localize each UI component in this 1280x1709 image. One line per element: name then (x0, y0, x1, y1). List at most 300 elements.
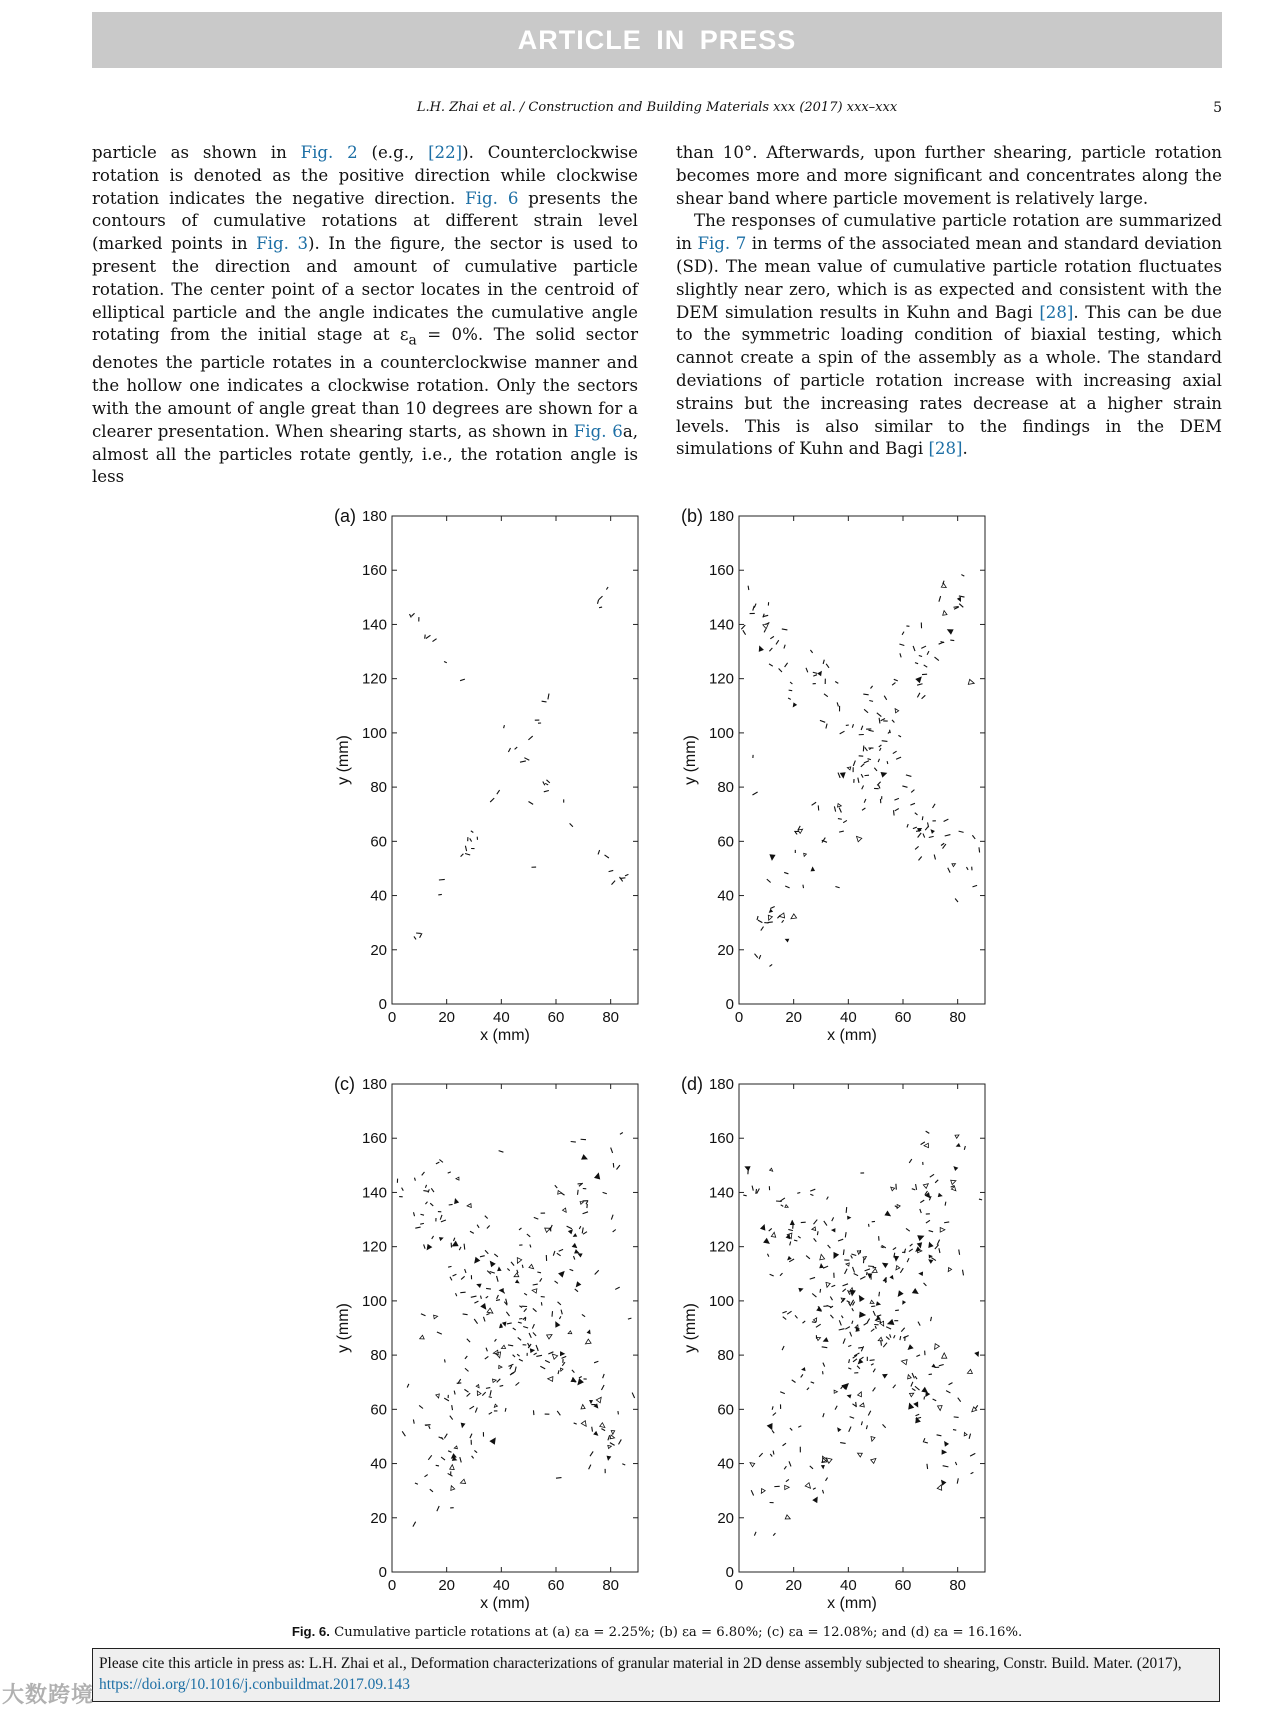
rotation-sector (578, 1190, 579, 1195)
rotation-sector (450, 1277, 452, 1281)
rotation-sector (589, 1465, 591, 1470)
rotation-sector (898, 1291, 903, 1296)
rotation-sector (579, 1377, 582, 1379)
y-tick-label: 80 (717, 779, 734, 796)
rotation-sector (783, 1443, 786, 1446)
rotation-sector (832, 1229, 835, 1232)
rotation-sector (770, 964, 773, 966)
rotation-sector (922, 816, 923, 820)
rotation-sector (562, 1356, 567, 1358)
rotation-sector (556, 1478, 561, 1479)
rotation-sector (843, 1338, 845, 1343)
y-tick-label: 140 (709, 616, 734, 633)
rotation-sector (924, 1283, 927, 1286)
rotation-sector (481, 1296, 482, 1299)
rotation-sector (884, 696, 886, 700)
figure-panel-a (330, 500, 650, 1060)
rotation-sector (420, 1335, 425, 1339)
panel-d-chart (677, 1068, 997, 1628)
rotation-sector (966, 867, 968, 870)
rotation-sector (579, 1226, 580, 1229)
y-tick-label: 140 (709, 1184, 734, 1201)
rotation-sector (979, 847, 980, 852)
rotation-sector (934, 855, 935, 860)
rotation-sector (924, 1397, 925, 1400)
rotation-sector (912, 1388, 915, 1390)
rotation-sector (795, 832, 797, 834)
x-tick-label: 0 (388, 1577, 396, 1594)
rotation-sector (901, 1360, 907, 1365)
rotation-sector (924, 1442, 928, 1443)
rotation-sector (553, 1251, 555, 1256)
rotation-sector (846, 1207, 847, 1213)
caption-text: Cumulative particle rotations at (a) εa = 2.25%; (b) εa = 6.80%; (c) εa = 12.08%; and (d) εa = 16.16%. (334, 1625, 1022, 1640)
rotation-sector (540, 1366, 545, 1369)
rotation-sector (555, 1185, 557, 1188)
rotation-sector (877, 713, 882, 717)
rotation-sector (908, 1345, 913, 1349)
rotation-sector (926, 1220, 930, 1223)
rotation-sector (879, 718, 880, 724)
rotation-sector (952, 864, 956, 867)
rotation-sector (847, 767, 851, 770)
rotation-sector (834, 1390, 837, 1393)
ref28-link[interactable]: [28] (1039, 303, 1073, 322)
rotation-sector (497, 1295, 499, 1299)
rotation-sector (561, 1368, 564, 1371)
rotation-sector (853, 1359, 857, 1362)
rotation-sector (448, 1473, 453, 1476)
rotation-sector (575, 1250, 579, 1253)
rotation-sector (868, 759, 871, 760)
rotation-sector (440, 1238, 443, 1241)
rotation-sector (838, 773, 840, 778)
right-paragraph-1: than 10°. Afterwards, upon further shearing, particle rotation becomes more and more significant and concentrates along the shear band where particle movement is relatively large. (676, 142, 1222, 210)
rotation-sector (875, 1326, 876, 1329)
rotation-sector (881, 1340, 882, 1345)
rotation-sector (441, 1220, 446, 1222)
rotation-sector (493, 1379, 497, 1382)
citation-box (92, 1648, 1220, 1702)
rotation-sector (854, 1274, 858, 1276)
rotation-sector (896, 1266, 900, 1270)
rotation-sector (848, 1395, 851, 1398)
rotation-sector (920, 1200, 924, 1202)
rotation-sector (499, 1365, 502, 1368)
rotation-sector (595, 1270, 599, 1274)
doi-link[interactable]: https://doi.org/10.1016/j.conbuildmat.2017.09.143 (99, 1676, 410, 1693)
rotation-sector (559, 1316, 560, 1319)
rotation-sector (755, 954, 758, 958)
rotation-sector (471, 831, 473, 833)
rotation-sector (490, 798, 494, 802)
rotation-sector (610, 1435, 615, 1439)
rotation-sector (437, 1332, 442, 1334)
rotation-sector (886, 1327, 891, 1329)
rotation-sector (590, 1400, 593, 1403)
rotation-sector (617, 1165, 620, 1169)
rotation-sector (804, 853, 807, 856)
rotation-sector (871, 1459, 876, 1464)
rotation-sector (454, 1391, 455, 1395)
x-tick-label: 40 (840, 1577, 857, 1594)
y-tick-label: 140 (362, 1184, 387, 1201)
y-tick-label: 160 (709, 1130, 734, 1147)
rotation-sector (837, 702, 838, 706)
x-tick-label: 80 (949, 1009, 966, 1026)
rotation-sector (834, 1253, 839, 1259)
rotation-sector (523, 1326, 528, 1328)
rotation-sector (931, 1317, 932, 1321)
right-column (676, 142, 1222, 461)
rotation-sector (430, 1203, 433, 1206)
rotation-sector (413, 1420, 414, 1424)
rotation-sector (894, 679, 898, 681)
rotation-sector (871, 1437, 875, 1442)
rotation-sector (802, 1368, 805, 1371)
rotation-sector (926, 1131, 930, 1133)
y-tick-label: 20 (717, 942, 734, 959)
rotation-sector (861, 726, 863, 730)
rotation-sector (911, 790, 914, 793)
rotation-sector (434, 1315, 438, 1319)
rotation-sector (477, 1391, 481, 1396)
rotation-sector (603, 1374, 605, 1378)
rotation-sector (516, 1382, 520, 1385)
rotation-sector (436, 1465, 439, 1466)
rotation-sector (410, 614, 412, 617)
rotation-sector (581, 1421, 586, 1427)
rotation-sector (907, 824, 908, 827)
fig6a-link[interactable]: Fig. 6 (574, 422, 623, 441)
rotation-sector (803, 1321, 806, 1323)
rotation-sector (524, 1309, 527, 1312)
rotation-sector (892, 683, 895, 686)
rotation-sector (475, 1408, 477, 1413)
rotation-sector (846, 1263, 849, 1266)
rotation-sector (508, 748, 510, 752)
rotation-sector (419, 1405, 423, 1408)
rotation-sector (771, 1232, 775, 1237)
rotation-sector (931, 830, 934, 833)
rotation-sector (444, 1398, 449, 1401)
rotation-sector (975, 1352, 979, 1356)
rotation-sector (490, 1438, 495, 1444)
rotation-sector (770, 907, 774, 909)
rotation-sector (455, 1199, 459, 1204)
rotation-sector (863, 694, 868, 695)
rotation-sector (839, 808, 841, 813)
rotation-sector (865, 747, 868, 751)
watermark-logo: 大数跨境 (2, 1678, 94, 1709)
rotation-sector (425, 635, 426, 639)
panel-label: (b) (681, 506, 703, 526)
rotation-sector (470, 1434, 472, 1438)
rotation-sector (758, 920, 762, 923)
y-tick-label: 160 (362, 562, 387, 579)
rotation-sector (870, 1300, 874, 1303)
rotation-sector (449, 1204, 453, 1205)
figure-caption (92, 1624, 1222, 1640)
rotation-sector (843, 1284, 848, 1286)
plot-frame (739, 516, 985, 1004)
rotation-sector (620, 1133, 623, 1135)
rotation-sector (878, 759, 879, 762)
rotation-sector (532, 1324, 534, 1328)
rotation-sector (795, 1315, 797, 1318)
rotation-sector (862, 808, 865, 810)
rotation-sector (820, 1254, 825, 1260)
rotation-sector (810, 1194, 813, 1195)
rotation-sector (824, 1221, 827, 1226)
rotation-sector (867, 1319, 869, 1323)
rotation-sector (532, 1289, 537, 1293)
rotation-sector (953, 1430, 956, 1431)
rotation-sector (870, 1360, 875, 1361)
rotation-sector (452, 1405, 453, 1410)
rotation-sector (485, 1356, 489, 1359)
fig6-link[interactable]: Fig. 6 (465, 189, 518, 208)
rotation-sector (916, 1414, 920, 1415)
rotation-sector (857, 836, 862, 841)
fig3-link[interactable]: Fig. 3 (256, 234, 308, 253)
rotation-sector (453, 1274, 457, 1276)
rotation-sector (813, 1497, 817, 1502)
rotation-sector (823, 1266, 828, 1268)
rotation-sector (490, 1390, 491, 1396)
rotation-sector (910, 1393, 914, 1397)
rotation-sector (922, 1388, 927, 1393)
ref22-link[interactable]: [22] (428, 143, 462, 162)
rotation-sector (887, 761, 888, 764)
rotation-sector (518, 1337, 521, 1340)
rotation-sector (917, 684, 922, 685)
rotation-sector (494, 1404, 497, 1407)
rotation-sector (958, 597, 961, 601)
rotation-sector (812, 1322, 816, 1323)
rotation-sector (750, 1463, 755, 1467)
rotation-sector (501, 1345, 505, 1348)
rotation-sector (580, 1202, 583, 1205)
rotation-sector (487, 1226, 490, 1229)
rotation-sector (767, 1424, 772, 1430)
rotation-sector (902, 632, 904, 635)
rotation-sector (817, 1231, 818, 1235)
rotation-sector (881, 773, 886, 777)
rotation-sector (883, 1263, 888, 1267)
rotation-sector (924, 1143, 929, 1147)
rotation-sector (598, 850, 600, 854)
rotation-sector (748, 586, 749, 590)
rotation-sector (574, 1234, 577, 1237)
rotation-sector (834, 806, 835, 811)
rotation-sector (785, 1515, 790, 1519)
rotation-sector (810, 1189, 815, 1191)
rotation-sector (610, 1443, 615, 1446)
rotation-sector (533, 1284, 538, 1285)
rotation-sector (613, 1230, 616, 1232)
rotation-sector (838, 1428, 841, 1431)
rotation-sector (402, 1188, 404, 1191)
rotation-sector (420, 1214, 424, 1215)
rotation-sector (764, 629, 766, 632)
rotation-sector (942, 1353, 947, 1358)
banner-text: ARTICLE IN PRESS (518, 25, 797, 56)
rotation-sector (572, 1370, 575, 1373)
rotation-sector (845, 1269, 848, 1274)
y-tick-label: 60 (370, 1401, 387, 1418)
rotation-sector (516, 1280, 519, 1283)
rotation-sector (773, 1533, 775, 1536)
rotation-sector (790, 1428, 792, 1430)
rotation-sector (865, 1269, 870, 1271)
rotation-sector (835, 682, 838, 684)
rotation-sector (561, 1310, 562, 1315)
rotation-sector (813, 1318, 816, 1322)
ref28-link-2[interactable]: [28] (928, 439, 962, 458)
rotation-sector (890, 730, 891, 733)
rotation-sector (452, 1241, 458, 1246)
rotation-sector (893, 751, 897, 753)
rotation-sector (522, 1265, 523, 1268)
rotation-sector (916, 1247, 920, 1251)
rotation-sector (801, 1374, 803, 1377)
rotation-sector (572, 1244, 576, 1248)
rotation-sector (806, 1256, 810, 1259)
running-head (92, 100, 1222, 120)
rotation-sector (769, 1228, 772, 1231)
y-tick-label: 20 (717, 1510, 734, 1527)
rotation-sector (860, 1312, 866, 1317)
rotation-sector (439, 1160, 443, 1163)
rotation-sector (959, 831, 964, 832)
rotation-sector (489, 1412, 492, 1414)
rotation-sector (913, 1289, 919, 1294)
rotation-sector (780, 1273, 782, 1276)
y-tick-label: 180 (362, 1076, 387, 1093)
rotation-sector (937, 1485, 942, 1491)
rotation-sector (828, 1245, 831, 1248)
x-tick-label: 0 (735, 1577, 743, 1594)
rotation-sector (782, 920, 784, 923)
rotation-sector (754, 1532, 756, 1536)
y-tick-label: 60 (370, 833, 387, 850)
rotation-sector (964, 1146, 965, 1150)
rotation-sector (954, 1167, 958, 1171)
fig7-link[interactable]: Fig. 7 (697, 234, 746, 253)
rotation-sector (856, 1402, 857, 1407)
rotation-sector (890, 1276, 893, 1279)
rotation-sector (852, 1308, 854, 1311)
rotation-sector (930, 1174, 934, 1177)
rotation-sector (869, 701, 873, 702)
rotation-sector (497, 1276, 499, 1282)
rotation-sector (485, 1250, 488, 1253)
rotation-sector (542, 701, 547, 702)
rotation-sector (474, 1301, 478, 1303)
rotation-sector (895, 809, 899, 811)
rotation-sector (944, 1222, 949, 1223)
fig2-link[interactable]: Fig. 2 (301, 143, 358, 162)
rotation-sector (528, 736, 532, 740)
rotation-sector (497, 1379, 501, 1383)
rotation-sector (898, 735, 901, 737)
rotation-sector (871, 1329, 874, 1332)
rotation-sector (806, 668, 808, 673)
rotation-sector (567, 1226, 572, 1229)
rotation-sector (430, 1489, 433, 1492)
rotation-sector (939, 1248, 940, 1253)
rotation-sector (963, 1270, 964, 1276)
rotation-sector (787, 1311, 791, 1314)
rotation-sector (595, 1173, 600, 1179)
rotation-sector (582, 1314, 585, 1316)
y-tick-label: 160 (362, 1130, 387, 1147)
rotation-sector (820, 1264, 823, 1268)
rotation-sector (570, 823, 573, 826)
x-tick-label: 20 (785, 1577, 802, 1594)
y-axis-label: y (mm) (682, 1303, 699, 1353)
x-tick-label: 40 (493, 1577, 510, 1594)
rotation-sector (929, 1260, 933, 1263)
rotation-sector (814, 1220, 818, 1225)
rotation-sector (907, 1258, 909, 1262)
rotation-sector (527, 1234, 530, 1237)
rotation-sector (552, 1354, 557, 1359)
rotation-sector (823, 1363, 825, 1367)
rotation-sector (781, 1205, 784, 1207)
rotation-sector (823, 1413, 824, 1417)
rotation-sector (848, 1290, 850, 1295)
rotation-sector (847, 1301, 850, 1303)
rotation-sector (769, 648, 772, 651)
rotation-sector (883, 1343, 887, 1347)
rotation-sector (444, 662, 447, 663)
rotation-sector (910, 803, 915, 805)
rotation-sector (799, 1288, 803, 1291)
rotation-sector (812, 802, 816, 805)
y-tick-label: 80 (717, 1347, 734, 1364)
y-tick-label: 0 (726, 996, 734, 1013)
y-axis-label: y (mm) (682, 735, 699, 785)
panel-c-chart (330, 1068, 650, 1628)
rotation-sector (752, 1186, 753, 1191)
rotation-sector (632, 1393, 634, 1398)
rotation-sector (894, 1335, 895, 1338)
rotation-sector (895, 709, 899, 713)
rotation-sector (798, 826, 800, 830)
rotation-sector (849, 1427, 851, 1432)
rotation-sector (601, 1385, 604, 1390)
figure-panel-d (677, 1068, 997, 1628)
rotation-sector (421, 1314, 426, 1316)
rotation-sector (935, 1344, 940, 1350)
rotation-sector (797, 1192, 800, 1193)
rotation-sector (838, 804, 842, 807)
rotation-sector (783, 1317, 786, 1320)
rotation-sector (754, 604, 756, 608)
rotation-sector (852, 1321, 853, 1324)
rotation-sector (506, 1312, 509, 1316)
rotation-sector (826, 664, 829, 668)
rotation-sector (943, 1466, 949, 1467)
rotation-sector (779, 669, 782, 672)
rotation-sector (475, 1258, 480, 1263)
rotation-sector (471, 1296, 477, 1297)
rotation-sector (487, 1308, 493, 1313)
rotation-sector (880, 748, 881, 751)
rotation-sector (894, 810, 895, 815)
